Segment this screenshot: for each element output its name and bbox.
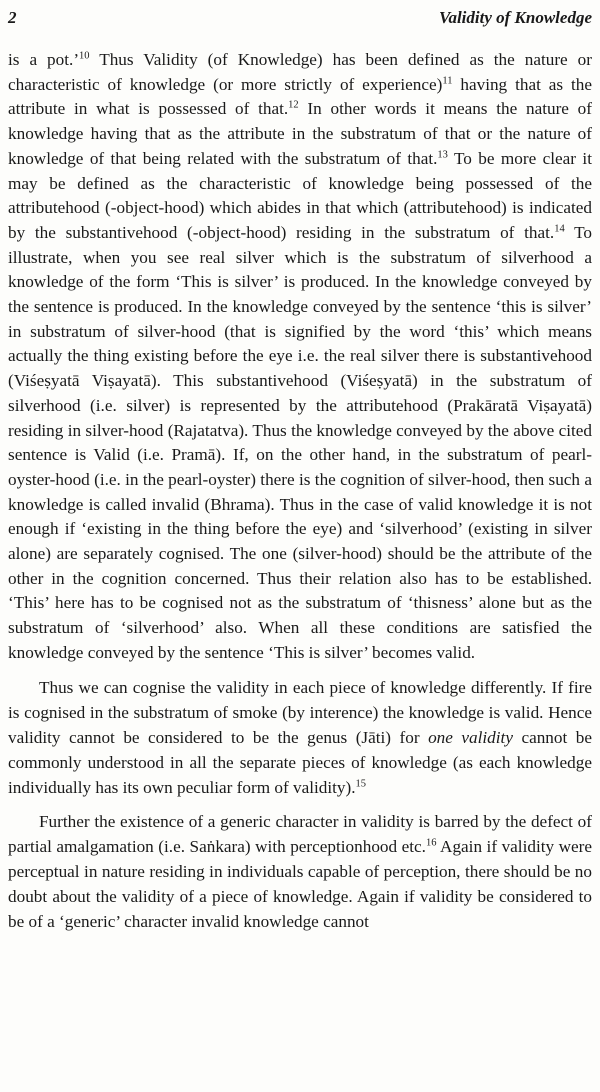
text-run: Again if validity were perceptual in nature residing in individuals capable of perception, there should be no doubt about the validity of a piece of knowledge. Again if validity be considered to be of a ‘generic’ character invalid knowledge cannot [8,836,592,931]
emphasis-text: one validity [428,727,513,747]
paragraph [8,809,592,934]
body-text [8,48,592,934]
text-run: is a pot.’ [8,50,80,69]
paragraph [8,48,592,666]
paragraph [8,675,592,801]
text-run: Thus we can cognise the validity in each piece of knowledge differently. If fire is cognised in the substratum of smoke (by interence) the knowledge is valid. Hence validity cannot be considered to be the genus (Jāti) for [8,677,592,747]
footnote-marker: 14 [554,223,565,235]
text-run: having that as the attribute in what is possessed of that. [8,74,592,119]
running-title: Validity of Knowledge [439,8,592,27]
text-run: Further the existence of a generic character in validity is barred by the defect of partial amalgamation (i.e. Saṅkara) with perceptionhood etc. [8,811,592,856]
footnote-marker: 12 [288,99,299,111]
page-number: 2 [8,8,17,27]
text-run: Thus Validity (of Knowledge) has been defined as the nature or characteristic of knowledge (or more strictly of experience) [8,50,592,94]
footnote-marker: 13 [437,149,448,161]
text-run: In other words it means the nature of knowledge having that as the attribute in the substratum of that or the nature of knowledge of that being related with the substratum of that. [8,99,592,168]
page-header [8,2,592,32]
footnote-marker: 11 [442,74,453,86]
text-run: cannot be commonly understood in all the separate pieces of knowledge (as each knowledge individually has its own peculiar form of validity). [8,727,592,798]
footnote-marker: 10 [79,50,90,62]
footnote-marker: 15 [355,778,367,790]
footnote-marker: 16 [425,836,437,848]
text-run: To illustrate, when you see real silver which is the substratum of silverhood a knowledge of the form ‘This is silver’ is produced. In the knowledge conveyed by the sentence is produced. In the knowledge conveyed by the sentence ‘this is silver’ in substratum of silver-hood (that is signified by the word ‘this’ which means actually the thing existing before the eye i.e. the real silver there is substantivehood (Viśeṣyatā Viṣayatā). This substantivehood (Viśeṣyatā) in the substratum of silverhood (i.e. silver) is represented by the attributehood (Prakāratā Viṣayatā) residing in silver-hood (Rajatatva). Thus the knowledge conveyed by the above cited sentence is Valid (i.e. Pramā). If, on the other hand, in the substratum of pearl-oyster-hood (i.e. in the pearl-oyster) there is the cognition of silver-hood, then such a knowledge is called invalid (Bhrama). Thus in the case of valid knowledge it is not enough if ‘existing in the thing before the eye) and ‘silverhood’ (existing in silver alone) are separately cognised. The one (silver-hood) should be the attribute of the other in the cognition concerned. Thus their relation also has to be established. ‘This’ here has to be cognised not as the substratum of ‘thisness’ alone but as the substratum of ‘silverhood’ also. When all these conditions are satisfied the knowledge conveyed by the sentence ‘This is silver’ becomes valid. [8,222,592,662]
text-run: To be more clear it may be defined as the characteristic of knowledge being possessed of the attributehood (-object-hood) which abides in that which (attributehood) is indicated by the substantivehood (-object-hood) residing in the substratum of that. [8,148,592,242]
